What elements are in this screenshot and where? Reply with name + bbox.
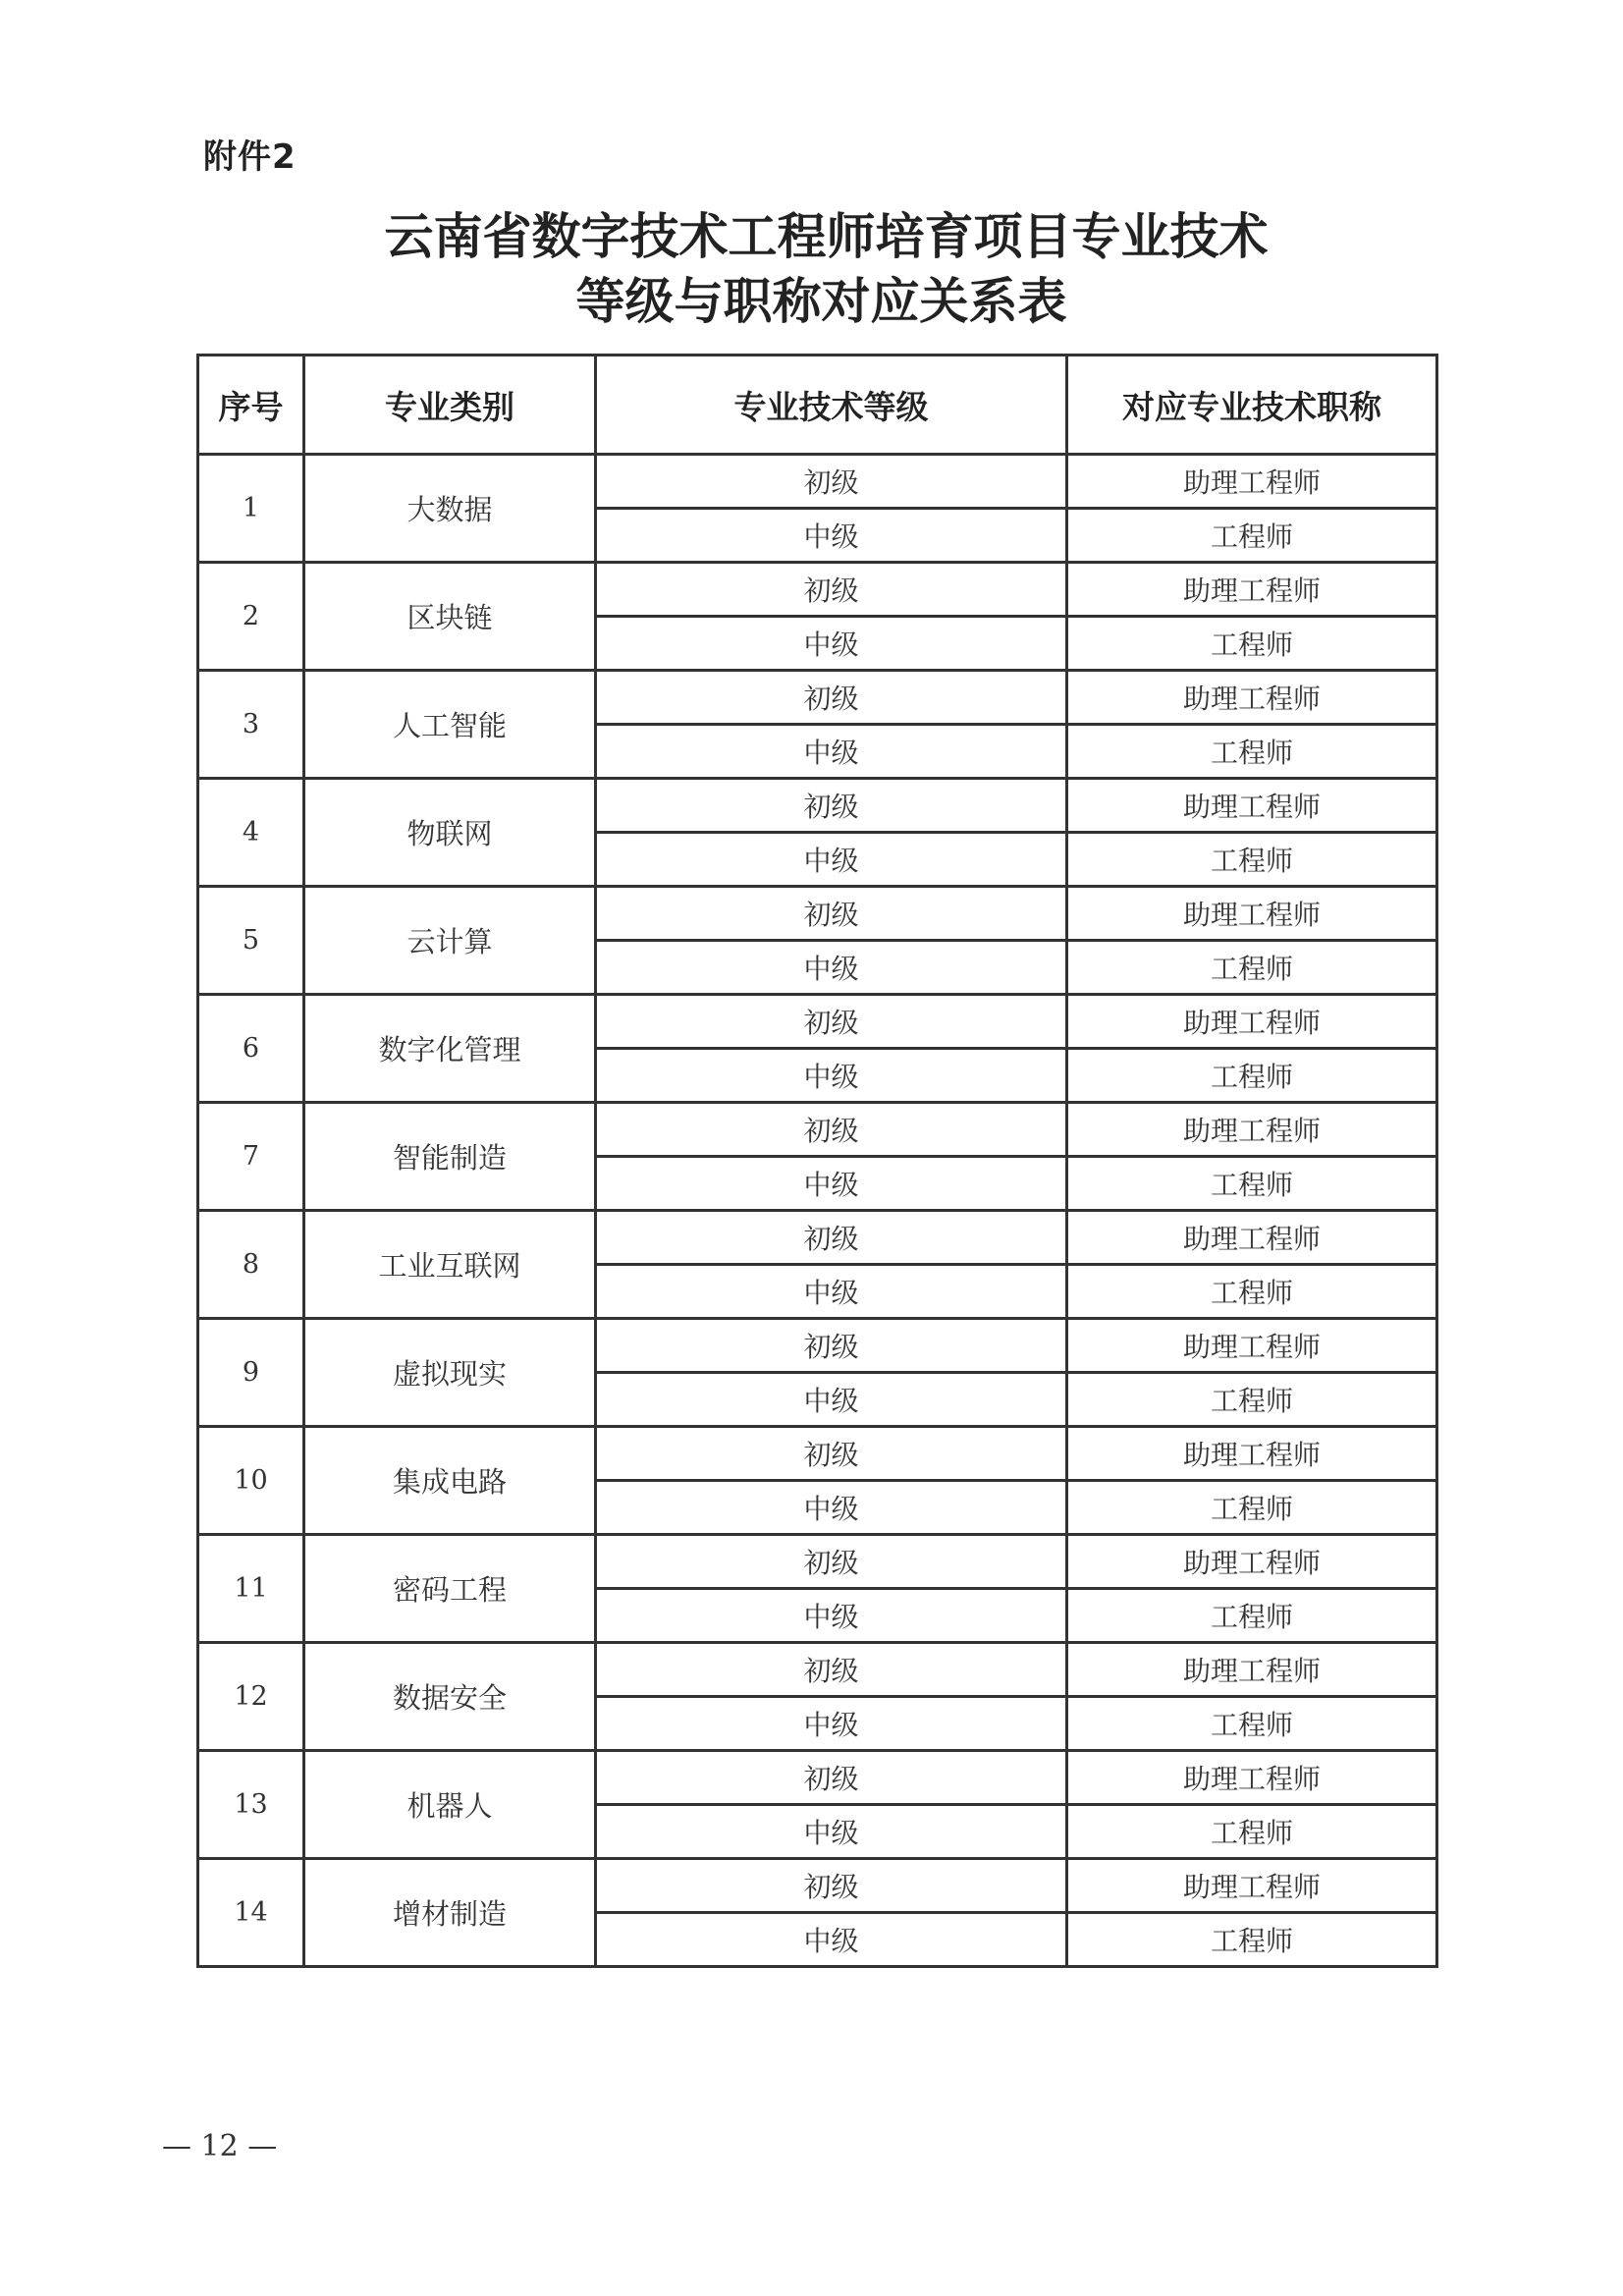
table-row — [198, 1319, 1437, 1373]
category-cell: 集成电路 — [304, 1427, 596, 1535]
page-number: — 12 — — [162, 2129, 278, 2163]
title-cell: 助理工程师 — [1067, 1427, 1437, 1481]
grade-title-table — [196, 354, 1438, 1968]
title-cell: 工程师 — [1067, 1157, 1437, 1211]
header-title: 对应专业技术职称 — [1067, 355, 1437, 455]
category-cell: 区块链 — [304, 563, 596, 671]
table-row — [198, 1535, 1437, 1589]
table-row — [198, 1211, 1437, 1265]
seq-cell: 10 — [198, 1427, 304, 1535]
title-cell: 工程师 — [1067, 833, 1437, 887]
seq-cell: 9 — [198, 1319, 304, 1427]
seq-cell: 4 — [198, 779, 304, 887]
header-seq: 序号 — [198, 355, 304, 455]
title-cell: 助理工程师 — [1067, 1751, 1437, 1805]
title-cell: 工程师 — [1067, 617, 1437, 671]
title-cell: 工程师 — [1067, 1265, 1437, 1319]
grade-cell: 中级 — [596, 1589, 1067, 1643]
seq-cell: 14 — [198, 1859, 304, 1967]
grade-cell: 初级 — [596, 1643, 1067, 1697]
grade-cell: 初级 — [596, 1211, 1067, 1265]
seq-cell: 6 — [198, 995, 304, 1103]
table-row — [198, 455, 1437, 509]
grade-cell: 中级 — [596, 1049, 1067, 1103]
title-cell: 工程师 — [1067, 1913, 1437, 1967]
grade-cell: 中级 — [596, 1481, 1067, 1535]
table-row — [198, 1643, 1437, 1697]
category-cell: 人工智能 — [304, 671, 596, 779]
table-header-row — [198, 355, 1437, 455]
grade-cell: 中级 — [596, 941, 1067, 995]
seq-cell: 2 — [198, 563, 304, 671]
grade-cell: 中级 — [596, 1697, 1067, 1751]
header-category: 专业类别 — [304, 355, 596, 455]
grade-cell: 初级 — [596, 779, 1067, 833]
document-title — [0, 204, 1623, 334]
grade-cell: 中级 — [596, 1373, 1067, 1427]
grade-cell: 中级 — [596, 509, 1067, 563]
grade-cell: 中级 — [596, 833, 1067, 887]
seq-cell: 12 — [198, 1643, 304, 1751]
category-cell: 云计算 — [304, 887, 596, 995]
title-cell: 工程师 — [1067, 1373, 1437, 1427]
grade-cell: 初级 — [596, 455, 1067, 509]
grade-cell: 初级 — [596, 1535, 1067, 1589]
title-cell: 工程师 — [1067, 725, 1437, 779]
title-cell: 工程师 — [1067, 1805, 1437, 1859]
grade-cell: 初级 — [596, 1103, 1067, 1157]
grade-cell: 初级 — [596, 1427, 1067, 1481]
seq-cell: 5 — [198, 887, 304, 995]
category-cell: 虚拟现实 — [304, 1319, 596, 1427]
grade-cell: 初级 — [596, 887, 1067, 941]
table-row — [198, 563, 1437, 617]
seq-cell: 8 — [198, 1211, 304, 1319]
table-row — [198, 1427, 1437, 1481]
grade-cell: 中级 — [596, 617, 1067, 671]
category-cell: 密码工程 — [304, 1535, 596, 1643]
title-cell: 助理工程师 — [1067, 1211, 1437, 1265]
grade-cell: 初级 — [596, 563, 1067, 617]
category-cell: 物联网 — [304, 779, 596, 887]
grade-cell: 中级 — [596, 1805, 1067, 1859]
grade-cell: 初级 — [596, 1751, 1067, 1805]
grade-cell: 初级 — [596, 671, 1067, 725]
title-cell: 助理工程师 — [1067, 779, 1437, 833]
title-cell: 助理工程师 — [1067, 995, 1437, 1049]
title-cell: 工程师 — [1067, 941, 1437, 995]
seq-cell: 13 — [198, 1751, 304, 1859]
header-grade: 专业技术等级 — [596, 355, 1067, 455]
table-row — [198, 1103, 1437, 1157]
table-row — [198, 671, 1437, 725]
category-cell: 增材制造 — [304, 1859, 596, 1967]
title-cell: 工程师 — [1067, 1697, 1437, 1751]
seq-cell: 11 — [198, 1535, 304, 1643]
title-cell: 助理工程师 — [1067, 1319, 1437, 1373]
title-cell: 工程师 — [1067, 1481, 1437, 1535]
title-cell: 助理工程师 — [1067, 563, 1437, 617]
category-cell: 工业互联网 — [304, 1211, 596, 1319]
category-cell: 数据安全 — [304, 1643, 596, 1751]
title-cell: 助理工程师 — [1067, 671, 1437, 725]
table-row — [198, 1751, 1437, 1805]
seq-cell: 7 — [198, 1103, 304, 1211]
seq-cell: 1 — [198, 455, 304, 563]
title-cell: 助理工程师 — [1067, 1103, 1437, 1157]
title-cell: 工程师 — [1067, 1589, 1437, 1643]
title-cell: 助理工程师 — [1067, 1535, 1437, 1589]
title-line-2: 等级与职称对应关系表 — [575, 273, 1067, 330]
title-cell: 工程师 — [1067, 1049, 1437, 1103]
attachment-label: 附件2 — [203, 137, 297, 177]
seq-cell: 3 — [198, 671, 304, 779]
grade-cell: 中级 — [596, 1913, 1067, 1967]
title-cell: 助理工程师 — [1067, 455, 1437, 509]
table-row — [198, 779, 1437, 833]
category-cell: 机器人 — [304, 1751, 596, 1859]
grade-cell: 初级 — [596, 1859, 1067, 1913]
title-cell: 助理工程师 — [1067, 887, 1437, 941]
title-line-1: 云南省数字技术工程师培育项目专业技术 — [384, 208, 1269, 265]
table-row — [198, 995, 1437, 1049]
table-body — [198, 455, 1437, 1967]
title-cell: 助理工程师 — [1067, 1859, 1437, 1913]
grade-cell: 中级 — [596, 725, 1067, 779]
grade-cell: 中级 — [596, 1157, 1067, 1211]
title-cell: 工程师 — [1067, 509, 1437, 563]
grade-cell: 初级 — [596, 995, 1067, 1049]
category-cell: 数字化管理 — [304, 995, 596, 1103]
table-row — [198, 1859, 1437, 1913]
category-cell: 大数据 — [304, 455, 596, 563]
title-cell: 助理工程师 — [1067, 1643, 1437, 1697]
table-row — [198, 887, 1437, 941]
grade-cell: 中级 — [596, 1265, 1067, 1319]
category-cell: 智能制造 — [304, 1103, 596, 1211]
grade-cell: 初级 — [596, 1319, 1067, 1373]
